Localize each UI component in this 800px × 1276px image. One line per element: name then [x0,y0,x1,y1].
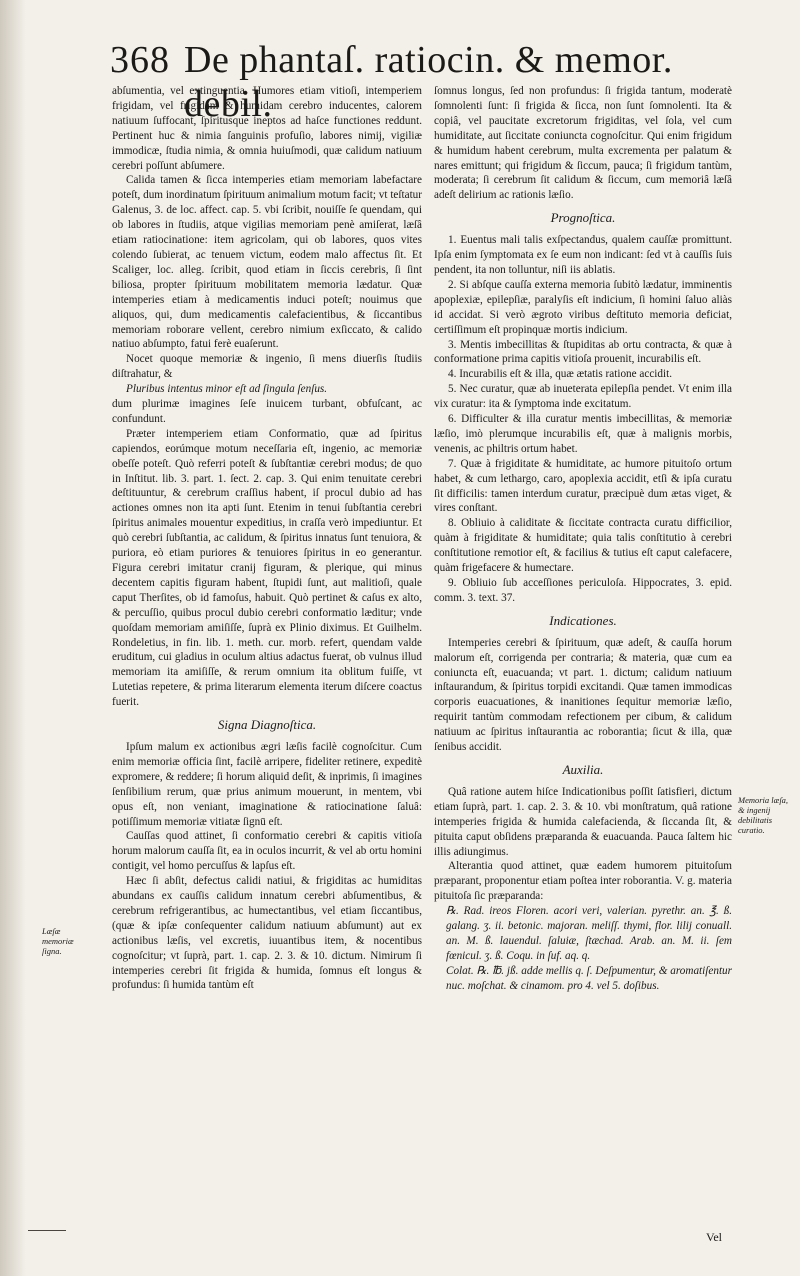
section-heading: Auxilia. [562,761,604,777]
verse-line: Pluribus intentus minor eſt ad ſingula ſenſus. [126,383,328,396]
paragraph: 4. Incurabilis eſt & illa, quæ ætatis ratione accidit. [448,368,673,381]
page-number: 368 [110,39,170,81]
paragraph: Hæc ſi abſit, defectus calidi natiui, & frigiditas ac humiditas abundans ex cauſſis calidum innatum cerebri abſumentibus, & cerebrum refrigerantibus, ac humectantibus, vel etiam ſiccantibus, (quæ & ipſæ conſequenter calidum natiuum abſumunt) aut ex actionibus læſis, vel excretis, iuuantibus item, & nocentibus cognoſcitur; vt ſuprà, part. 1. cap. 2. 3. & 10. dictum. Nimirum ſi intemperies cerebri ſit frigida & humida, ſomnus eſt longus & profundus: ſi humida tantùm eſt [112,875,422,992]
section-heading: Signa Diagnoſtica. [217,717,317,733]
page-gutter-shadow [0,0,26,1276]
paragraph: dum plurimæ imagines ſeſe inuicem turbant, obfuſcant, ac confundunt. [112,398,422,425]
paragraph: 2. Si abſque cauſſa externa memoria ſubitò lædatur, imminentis apoplexiæ, epilepſiæ, paralyſis eſt indicium, ſi homini ſaluo aliàs id accidat. Si verò ægroto viribus deſtituto memoria deficiat, certiſſimum eſt propinquæ mortis indicium. [434,278,732,336]
paragraph: ſomnus longus, ſed non profundus: ſi frigida tantum, moderatè ſomnolenti ſunt: ſi frigida & ſicca, non ſunt ſomnolenti. Ita & copiâ, vel paucitate excretorum frigiditas, vel ſola, vel cum humiditate, aut ſiccitate coniuncta cognoſcitur. Qui enim frigidum & humidum habent cerebrum, multa excrementa per palatum & nares emittunt; qui frigidum & ſiccum, pauca; ſi frigidum tantùm, moderata; ſi cerebrum ſit calidum & ſiccum, cum memoriâ læſâ adeſt delirium ac rationis læſio. [434,85,732,202]
margin-note-left: Læſæ memoriæ ſigna. [42,926,74,956]
paragraph: Alterantia quod attinet, quæ eadem humorem pituitoſum præparant, proponentur etiam poſtea inter roborantia. V. g. materia pituitoſa ſic præparanda: [434,860,732,903]
paragraph: 3. Mentis imbecillitas & ſtupiditas ab ortu contracta, & quæ à conformatione prima capitis vitioſa prouenit, incurabilis eſt. [434,338,732,366]
left-text-column [112,84,422,993]
section-heading: Indicationes. [549,612,617,628]
paragraph: 6. Difficulter & illa curatur mentis imbecillitas, & memoriæ læſio, imò plerumque incurabilis eſt, quæ à malignis morbis, venenis, ac philtris ortum habet. [434,413,732,455]
catchword: Vel [706,1230,722,1244]
recipe-formula: ℞. Rad. ireos Floren. acori veri, valerian. pyrethr. an. ℥. ß. galang. ʒ. ii. betonic. majoran. meliſſ. thymi, flor. lilij conuall. an. M. ß. lauendul. ſaluiæ, ſtæchad. Arab. an. M. ii. ſem fœnicul. ʒ. ß. Coqu. in ſuf. aq. q. [446,905,732,962]
paragraph: 7. Quæ à frigiditate & humiditate, ac humore pituitoſo ortum habet, & cum lethargo, caro, apoplexia accidit, etſi & ipſa curatu ſit difficilis: tamen interdum curatur, præcipuè dum ætas viget, & vires conſtant. [434,457,732,515]
paragraph: Præter intemperiem etiam Conformatio, quæ ad ſpiritus capiendos, eorúmque motum neceſſaria eſt, ingenio, ac memoriæ obeſſe poteſt. Quò referri poteſt & ſubſtantiæ cerebri modus; de quo in Inſtitut. lib. 3. part. 1. ſect. 2. cap. 3. Qui enim tenuitate cerebri deſtituuntur, & cerebrum craſſius habent, iſ procul dubio ad has actiones omnes non ita apti ſunt. Etenim in tenui ſubſtantia cerebri ſpiritus animales mouentur expeditius, in craſſa verò impediuntur. Et quò cerebri ſubſtantia, ac calidum, & ſpiritus innatus ſunt tenuiora, & puriora, eò etiam puriores & tenuiores ſpiritus in eo generantur. Figura cerebri imitatur cranij figuram, & plerique, qui minus decentem capitis figuram habent, ſtupidi ſunt, aut malitioſi, quale caput Therſites, ob id famoſus, habuit. Quò pertinet & caſus ex alto, & percuſſio, quibus procul dubio cerebri conformatio læditur; vnde quoſdam memoriam amiſiſſe, ſuprà ex Plinio diximus. Et Guilhelm. Rondeletius, in fin. lib. 1. meth. cur. morb. refert, quendam valde eruditum, cui gladius in oculum altius adactus fuerat, ob vulnus illud memoriam ita amiſiſſe, & rerum omnium ita oblitum fuiſſe, vt Lutetias repetere, & prima literarum elementa iterum diſcere coactus fuerit. [112,427,422,709]
right-text-column [434,84,732,994]
paragraph: 1. Euentus mali talis exſpectandus, qualem cauſſæ promittunt. Ipſa enim ſymptomata ex ſe eum non indicant: ſed vt à cauſſis ſuis pendent, ita non tolluntur, niſi iis ablatis. [434,234,732,276]
margin-note-right: Memoria læſa, & ingenij debilitatis curatio. [738,795,789,835]
recipe-formula: Colat. ℞. ℔. jß. adde mellis q. ſ. Deſpumentur, & aromatiſentur nuc. moſchat. & cinamom. pro 4. vel 5. doſibus. [446,964,732,992]
section-heading: Prognoſtica. [550,210,616,226]
paragraph: 5. Nec curatur, quæ ab inueterata epilepſia pendet. Vt enim illa vix curatur: ita & ſymptoma inde excitatum. [434,383,732,411]
page-header [110,38,750,125]
paragraph: Quâ ratione autem hiſce Indicationibus poſſit ſatisfieri, dictum etiam ſuprà, part. 1. cap. 2. 3. & 10. vbi monſtratum, quâ ratione intemperies frigida & humida calefacienda, & ſiccanda ſit, & pituita caput obſidens præparanda & euacuanda. Pauca ſaltem hic illis adiungimus. [434,785,732,858]
paragraph: 9. Obliuio ſub acceſſiones periculoſa. Hippocrates, 3. epid. comm. 3. text. 37. [434,577,732,604]
margin-rule [28,1230,66,1231]
paragraph: Cauſſas quod attinet, ſi conformatio cerebri & capitis vitioſa horum malorum cauſſa ſit, ea in oculos incurrit, & vel ab ortu homini contigit, vel homo percuſſus & lapſus eſt. [112,830,422,873]
paragraph: Ipſum malum ex actionibus ægri læſis facilè cognoſcitur. Cum enim memoriæ officia ſint, facilè arripere, fideliter retinere, expeditè expromere, & reddere; ſi horum aliquid deſit, & inprimis, ſi imagines ſenſibilium rerum, quæ prius animum mouerunt, in mentem, vbi opus eſt, non veniant, imaginatione & ratiocinatione ſaluâ: potiſſimum memoriæ vitiatæ ſignū eſt. [112,740,422,828]
paragraph: Nocet quoque memoriæ & ingenio, ſi mens diuerſis ſtudiis diſtrahatur, & [112,353,422,381]
paragraph: Calida tamen & ſicca intemperies etiam memoriam labefactare poteſt, dum inordinatum ſpirituum animalium motum facit; vt teſtatur Galenus, 3. de loc. affect. cap. 5. vbi ſcribit, nouiſſe ſe quendam, qui ob labores in ſtudiis, atque vigilias memoriam penè amiſerat, læſâ etiam ratiocinatione: item agricolam, qui ob labores, quos vites colendo ſubierat, ac tenuem victum, eodem malo affectus ſit. Et Scaliger, loc. alleg. ſcribit, quod etiam in ſiccis cerebris, ſi ſint biliosa, propter ſpirituum mobilitatem memoria lædatur. Quæ intemperies etiam à medicamentis induci poteſt; nouimus que aliquos, qui, dum medicamentis calefacientibus, & ſiccantibus memoriam roborare vellent, cerebro nimium exſiccato, & calido natiuo abſumpto, fatui ferè euaſerunt. [112,174,422,351]
running-title: De phantaſ. ratiocin. & memor. debil. [184,39,673,125]
paragraph: Intemperies cerebri & ſpirituum, quæ adeſt, & cauſſa horum malorum eſt, corrigenda per contraria; & materia, quæ cum ea coniuncta eſt, euacuanda; vt part. 1. dictum; calidum natiuum inſtaurandum, & ſpiritus torpidi excitandi. Quæ tamen immodicas corporis euacuationes, & inanitiones ſequitur memoriæ læſio, requirit tantùm commodam refectionem per cibum, & calidum natiuum ac ſpiritus inſtaurantia ac roborantia; ſicut & illa, quæ ſenibus accidit. [434,636,732,754]
paragraph: abſumentia, vel extinguentia. Humores etiam vitioſi, intemperiem frigidam, vel frigidam & humidam cerebro inducentes, calorem natiuum ſuffocant, ſpiritusque ineptos ad haſce functiones reddunt. Pertinent huc & nimia ſanguinis profuſio, labores nimij, vigiliæ immodicæ, ſtudia nimia, & omnia huiuſmodi, quæ calidum natiuum cerebri poſſunt abſumere. [112,85,422,172]
paragraph: 8. Obliuio à caliditate & ſiccitate contracta curatu difficilior, quàm à frigiditate & humiditate; quia talis conſtitutio à cerebri conſtitutione remotior eſt, & facilius & tutius eſt caput calefacere, quàm frigefacere & humectare. [434,517,732,575]
